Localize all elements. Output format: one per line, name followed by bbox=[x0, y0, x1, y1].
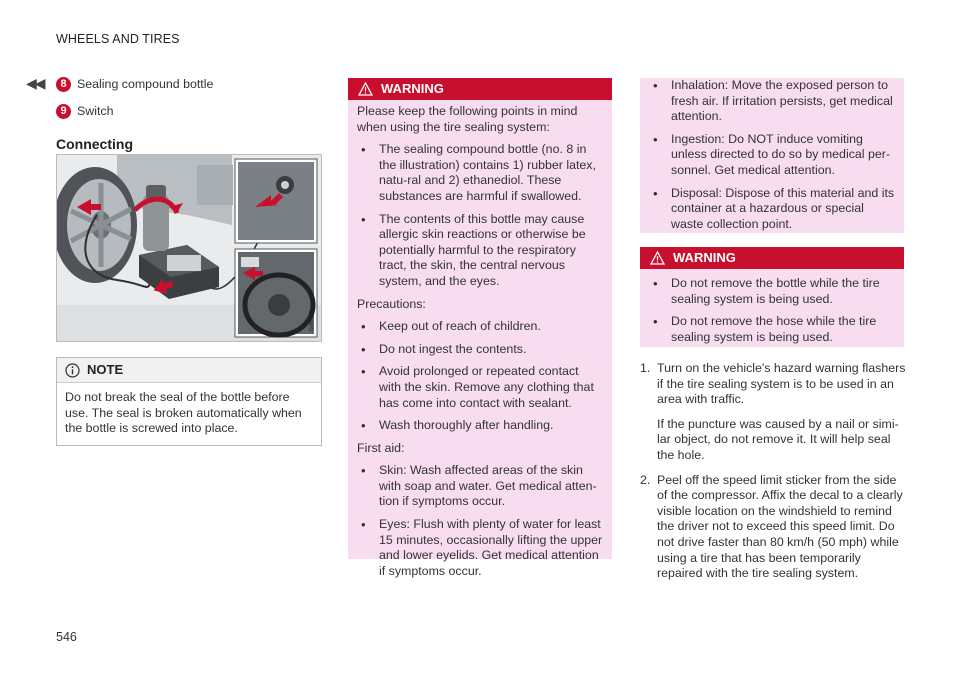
note-title: NOTE bbox=[87, 362, 124, 378]
step-item bbox=[640, 473, 906, 582]
precautions-list bbox=[357, 319, 603, 434]
callout-number-badge: 9 bbox=[56, 104, 71, 119]
warning-bullet-list bbox=[649, 276, 895, 345]
running-header: WHEELS AND TIRES bbox=[56, 32, 180, 46]
warning-box-sealant bbox=[348, 78, 612, 578]
info-circle-icon bbox=[65, 363, 80, 378]
list-item: • Keep out of reach of children. bbox=[357, 319, 603, 335]
warning-header bbox=[348, 78, 612, 100]
procedure-steps bbox=[640, 361, 906, 591]
first-aid-list bbox=[357, 463, 603, 579]
list-item: • Skin: Wash affected areas of the skin with soap and water. Get medical atten-tion if symptoms occur. bbox=[357, 463, 603, 510]
step-number: 1. bbox=[640, 361, 651, 375]
callout-label: Switch bbox=[77, 104, 114, 118]
precautions-label: Precautions: bbox=[357, 296, 426, 311]
note-box bbox=[56, 357, 322, 446]
connecting-illustration bbox=[56, 154, 322, 342]
page-number: 546 bbox=[56, 630, 77, 644]
warning-bullet-list bbox=[357, 142, 603, 289]
step-note: If the puncture was caused by a nail or simi-lar object, do not remove it. It will help seal the hole. bbox=[657, 416, 899, 462]
step-text: Turn on the vehicle's hazard warning flashers if the tire sealing system is to be used in an area with traffic. bbox=[657, 361, 906, 407]
step-item bbox=[640, 361, 906, 464]
warning-title: WARNING bbox=[673, 250, 736, 266]
warning-box-sealant-continued bbox=[640, 78, 904, 233]
list-item: • Do not remove the hose while the tire sealing system is being used. bbox=[649, 314, 895, 345]
first-aid-list-continued bbox=[649, 78, 895, 232]
list-item: • The contents of this bottle may cause allergic skin reactions or otherwise be potentially harmful to the respiratory tract, the skin, the central nervous system, and the eyes. bbox=[357, 212, 603, 290]
list-item: • Disposal: Dispose of this material and its container at a hazardous or special waste collection point. bbox=[649, 186, 895, 233]
list-item: • The sealing compound bottle (no. 8 in the illustration) contains 1) rubber latex, natu-ral and 2) ethanediol. These substances are harmful if swallowed. bbox=[357, 142, 603, 204]
list-item: • Ingestion: Do NOT induce vomiting unless directed to do so by medical per-sonnel. Get medical attention. bbox=[649, 132, 895, 179]
list-item: • Do not remove the bottle while the tire sealing system is being used. bbox=[649, 276, 895, 307]
callout-number-badge: 8 bbox=[56, 77, 71, 92]
continued-from-previous-icon: ◀◀ bbox=[26, 75, 44, 91]
callout-9 bbox=[56, 104, 114, 120]
callout-label: Sealing compound bottle bbox=[77, 77, 214, 91]
warning-intro: Please keep the following points in mind when using the tire sealing system: bbox=[357, 104, 578, 134]
note-header bbox=[57, 358, 321, 383]
list-item: • Wash thoroughly after handling. bbox=[357, 418, 603, 434]
note-text: Do not break the seal of the bottle before use. The seal is broken automatically when the bottle is screwed into place. bbox=[65, 390, 302, 436]
compressor-illustration bbox=[57, 155, 321, 341]
warning-triangle-icon bbox=[358, 82, 373, 96]
warning-header bbox=[640, 247, 904, 269]
list-item: • Avoid prolonged or repeated contact with the skin. Remove any clothing that has come into contact with sealant. bbox=[357, 364, 603, 411]
warning-triangle-icon bbox=[650, 251, 665, 265]
first-aid-label: First aid: bbox=[357, 440, 405, 455]
section-heading-connecting: Connecting bbox=[56, 136, 133, 152]
list-item: • Eyes: Flush with plenty of water for least 15 minutes, occasionally lifting the upper and lower eyelids. Get medical attention if symptoms occur. bbox=[357, 517, 603, 579]
list-item: • Do not ingest the contents. bbox=[357, 342, 603, 358]
step-number: 2. bbox=[640, 472, 651, 487]
list-item: • Inhalation: Move the exposed person to fresh air. If irritation persists, get medical attention. bbox=[649, 78, 895, 125]
warning-box-bottle-hose bbox=[640, 247, 904, 347]
step-text: Peel off the speed limit sticker from the side of the compressor. Affix the decal to a clearly visible location on the windshield to remind the driver not to exceed this speed limit. Do not drive faster than 80 km/h (50 mph) while using a tire that has been temporarily repaired with the tire sealing system. bbox=[657, 472, 903, 581]
callout-8 bbox=[56, 77, 213, 93]
figure-code: G060069 bbox=[309, 310, 315, 331]
warning-title: WARNING bbox=[381, 81, 444, 97]
